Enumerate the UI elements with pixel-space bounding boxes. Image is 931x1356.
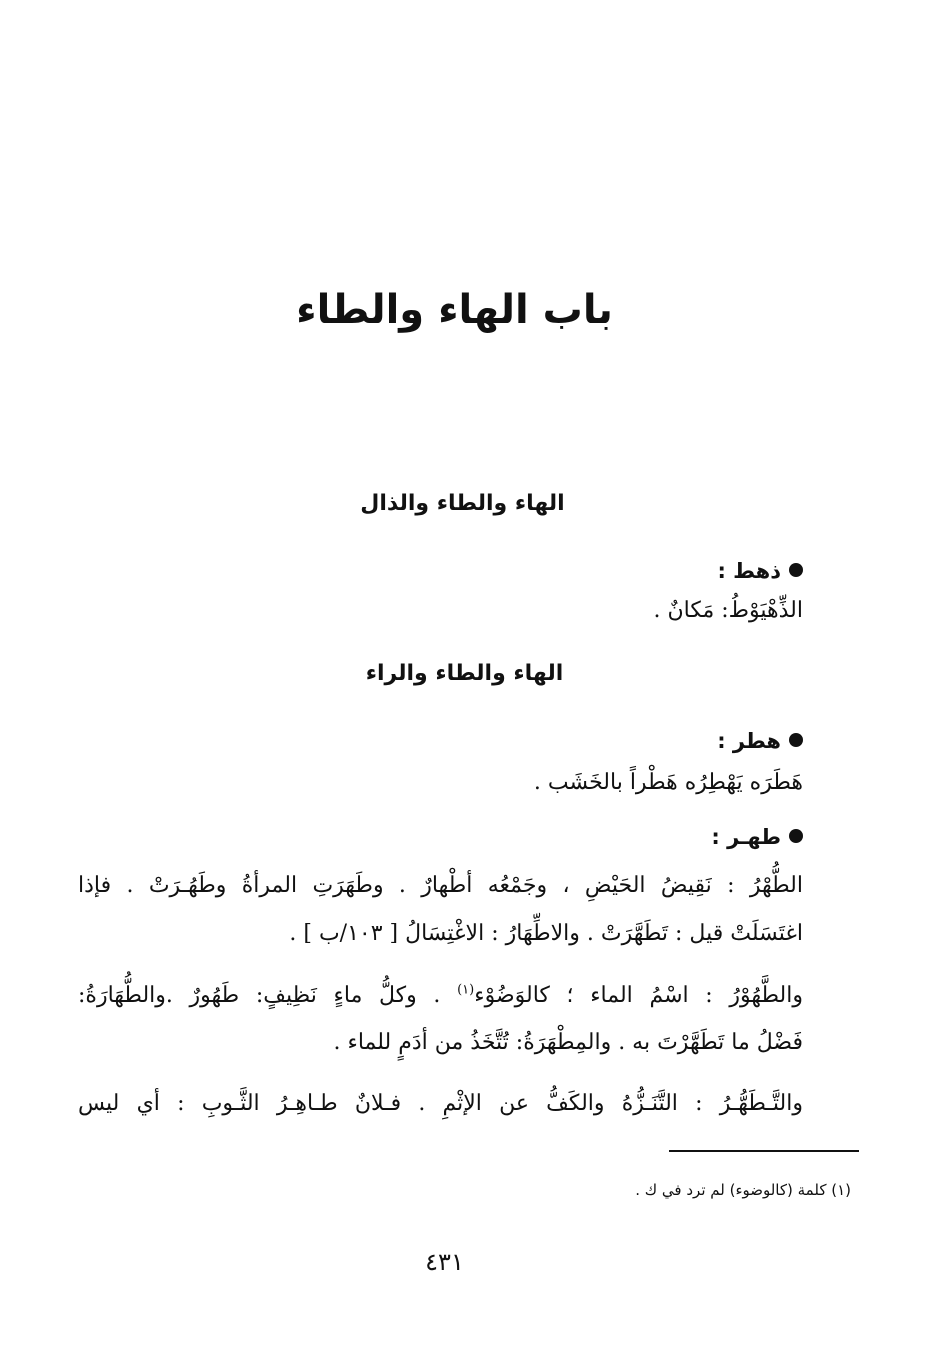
entry-text-segment: . وكلُّ ماءٍ نَظِيفٍ: طَهُورٌ .والطُّهَارَةُ:	[78, 983, 458, 1008]
section-heading: الهاء والطاء والراء	[365, 661, 564, 686]
entry-text-line: والتَّـطَهُّـرُ : التَّنَـزُّهُ والكَفُّ عن الإثْمِ . فـلانٌ طـاهِـرُ الثَّـوبِ : أي ليس	[78, 1091, 803, 1116]
footnote: (١) كلمة (كالوضوء) لم ترد في ك .	[635, 1181, 851, 1199]
entry-root-label: ذهط :	[717, 559, 781, 583]
bullet-icon	[789, 829, 803, 843]
entry-text-line: فَضْلُ ما تَطَهَّرْتَ به . والمِطْهَرَةُ: تُتَّخَذُ من أدَمٍ للماء .	[333, 1030, 803, 1055]
entry-text-line: الطُّهْرُ : نَقِيضُ الحَيْضِ ، وجَمْعُه أطْهارٌ . وطَهَرَتِ المرأةُ وطَهُـرَتْ . فإذا	[78, 873, 803, 898]
footnote-divider	[669, 1150, 859, 1152]
entry-text-line: اغتَسَلَتْ قيل : تَطَهَّرَتْ . والاطِّهَارُ : الاغْتِسَالُ [ ١٠٣/ب ] .	[289, 921, 803, 946]
section-heading: الهاء والطاء والذال	[360, 491, 565, 516]
bullet-icon	[789, 733, 803, 747]
entry-root-label: هطر :	[717, 729, 781, 753]
entry-root	[717, 726, 803, 756]
entry-root-label: طهـر :	[711, 825, 781, 849]
bullet-icon	[789, 563, 803, 577]
entry-text-segment: والطَّهُوْرُ : اسْمُ الماء ؛ كالوَضُوْء	[474, 983, 803, 1008]
entry-root	[717, 556, 803, 586]
footnote-marker: (١)	[457, 982, 475, 998]
page-number: ٤٣١	[425, 1248, 464, 1276]
chapter-title: باب الهاء والطاء	[296, 287, 613, 333]
entry-text-line	[78, 978, 803, 1014]
entry-root	[711, 822, 803, 852]
entry-text-line: هَطَرَه يَهْطِرُه هَطْراً بالخَشَب .	[533, 770, 803, 795]
entry-text-line: الذِّهْيَوْطُ: مَكانٌ .	[653, 598, 803, 623]
